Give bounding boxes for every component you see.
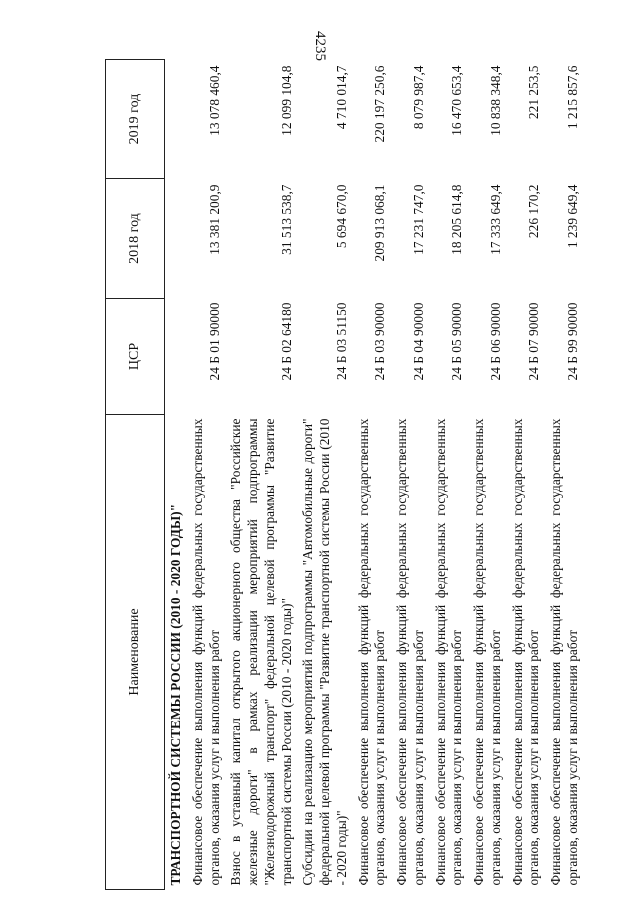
page-number-text: 4235 (312, 31, 328, 61)
row-csr: 24 Б 99 90000 (564, 302, 580, 381)
table-row (469, 60, 508, 890)
header-2019: 2019 год (106, 60, 165, 179)
row-2018: 5 694 670,0 (333, 184, 349, 249)
row-2018: 17 231 747,0 (410, 184, 426, 255)
row-name: Финансовое обеспечение выполнения функций федеральных государственных органов, оказания услуг и выполнения работ (471, 418, 503, 886)
row-2018: 1 239 649,4 (564, 184, 580, 249)
row-csr: 24 Б 02 64180 (278, 302, 294, 381)
row-2018: 209 913 068,1 (372, 184, 388, 262)
budget-table (105, 59, 585, 890)
row-csr: 24 Б 04 90000 (410, 302, 426, 381)
table-row (392, 60, 431, 890)
row-name: Взнос в уставный капитал открытого акционерного общества "Российские железные дороги" в рамках реализации мероприятий подпрограммы "Железнодорожный транспорт" федеральной целевой программы "Развитие транспортной системы России (2010 - 2020 годы)" (228, 418, 294, 886)
row-2018: 18 205 614,8 (449, 184, 465, 255)
row-csr: 24 Б 01 90000 (206, 302, 222, 381)
table-row (546, 60, 585, 890)
row-2019: 220 197 250,6 (372, 65, 388, 143)
row-2019: 12 099 104,8 (278, 65, 294, 136)
table-row (354, 60, 393, 890)
table-row (431, 60, 470, 890)
row-name: Финансовое обеспечение выполнения функций федеральных государственных органов, оказания услуг и выполнения работ (548, 418, 580, 886)
row-2019: 16 470 653,4 (449, 65, 465, 136)
row-name: Финансовое обеспечение выполнения функций федеральных государственных органов, оказания услуг и выполнения работ (432, 418, 465, 886)
row-2019: 221 253,5 (526, 65, 542, 120)
table-header-row (106, 60, 165, 890)
row-2018: 17 333 649,4 (487, 184, 503, 255)
row-2019: 1 215 857,6 (564, 65, 580, 130)
header-2018: 2018 год (106, 179, 165, 299)
row-name: Финансовое обеспечение выполнения функций федеральных государственных органов, оказания услуг и выполнения работ (509, 418, 542, 886)
table-row (188, 60, 227, 890)
table-row (508, 60, 547, 890)
row-csr: 24 Б 07 90000 (526, 302, 542, 381)
row-2019: 13 078 460,4 (206, 65, 222, 136)
header-csr: ЦСР (106, 299, 165, 415)
header-name: Наименование (106, 415, 165, 890)
table-row (298, 60, 353, 890)
row-csr: 24 Б 03 90000 (372, 302, 388, 381)
budget-table-rotated (105, 60, 605, 890)
row-name: Финансовое обеспечение выполнения функций федеральных государственных органов, оказания услуг и выполнения работ (355, 418, 388, 886)
row-csr: 24 Б 06 90000 (487, 302, 503, 381)
section-title-row (165, 60, 188, 890)
row-2019: 8 079 987,4 (410, 65, 426, 130)
row-name: Финансовое обеспечение выполнения функций федеральных государственных органов, оказания услуг и выполнения работ (394, 418, 426, 886)
row-2019: 4 710 014,7 (333, 65, 349, 130)
table-row (226, 60, 298, 890)
section-title: ТРАНСПОРТНОЙ СИСТЕМЫ РОССИИ (2010 - 2020 ГОДЫ)" (168, 503, 183, 886)
row-2018: 13 381 200,9 (206, 184, 222, 255)
row-csr: 24 Б 05 90000 (449, 302, 465, 381)
row-2019: 10 838 348,4 (487, 65, 503, 136)
row-csr: 24 Б 03 51150 (333, 302, 349, 380)
row-name: Субсидии на реализацию мероприятий подпрограммы "Автомобильные дороги" федеральной целевой программы "Развитие транспортной системы России (2010 - 2020 годы)" (300, 418, 349, 886)
row-name: Финансовое обеспечение выполнения функций федеральных государственных органов, оказания услуг и выполнения работ (189, 418, 222, 886)
row-2018: 31 513 538,7 (278, 184, 294, 255)
row-2018: 226 170,2 (526, 184, 542, 239)
